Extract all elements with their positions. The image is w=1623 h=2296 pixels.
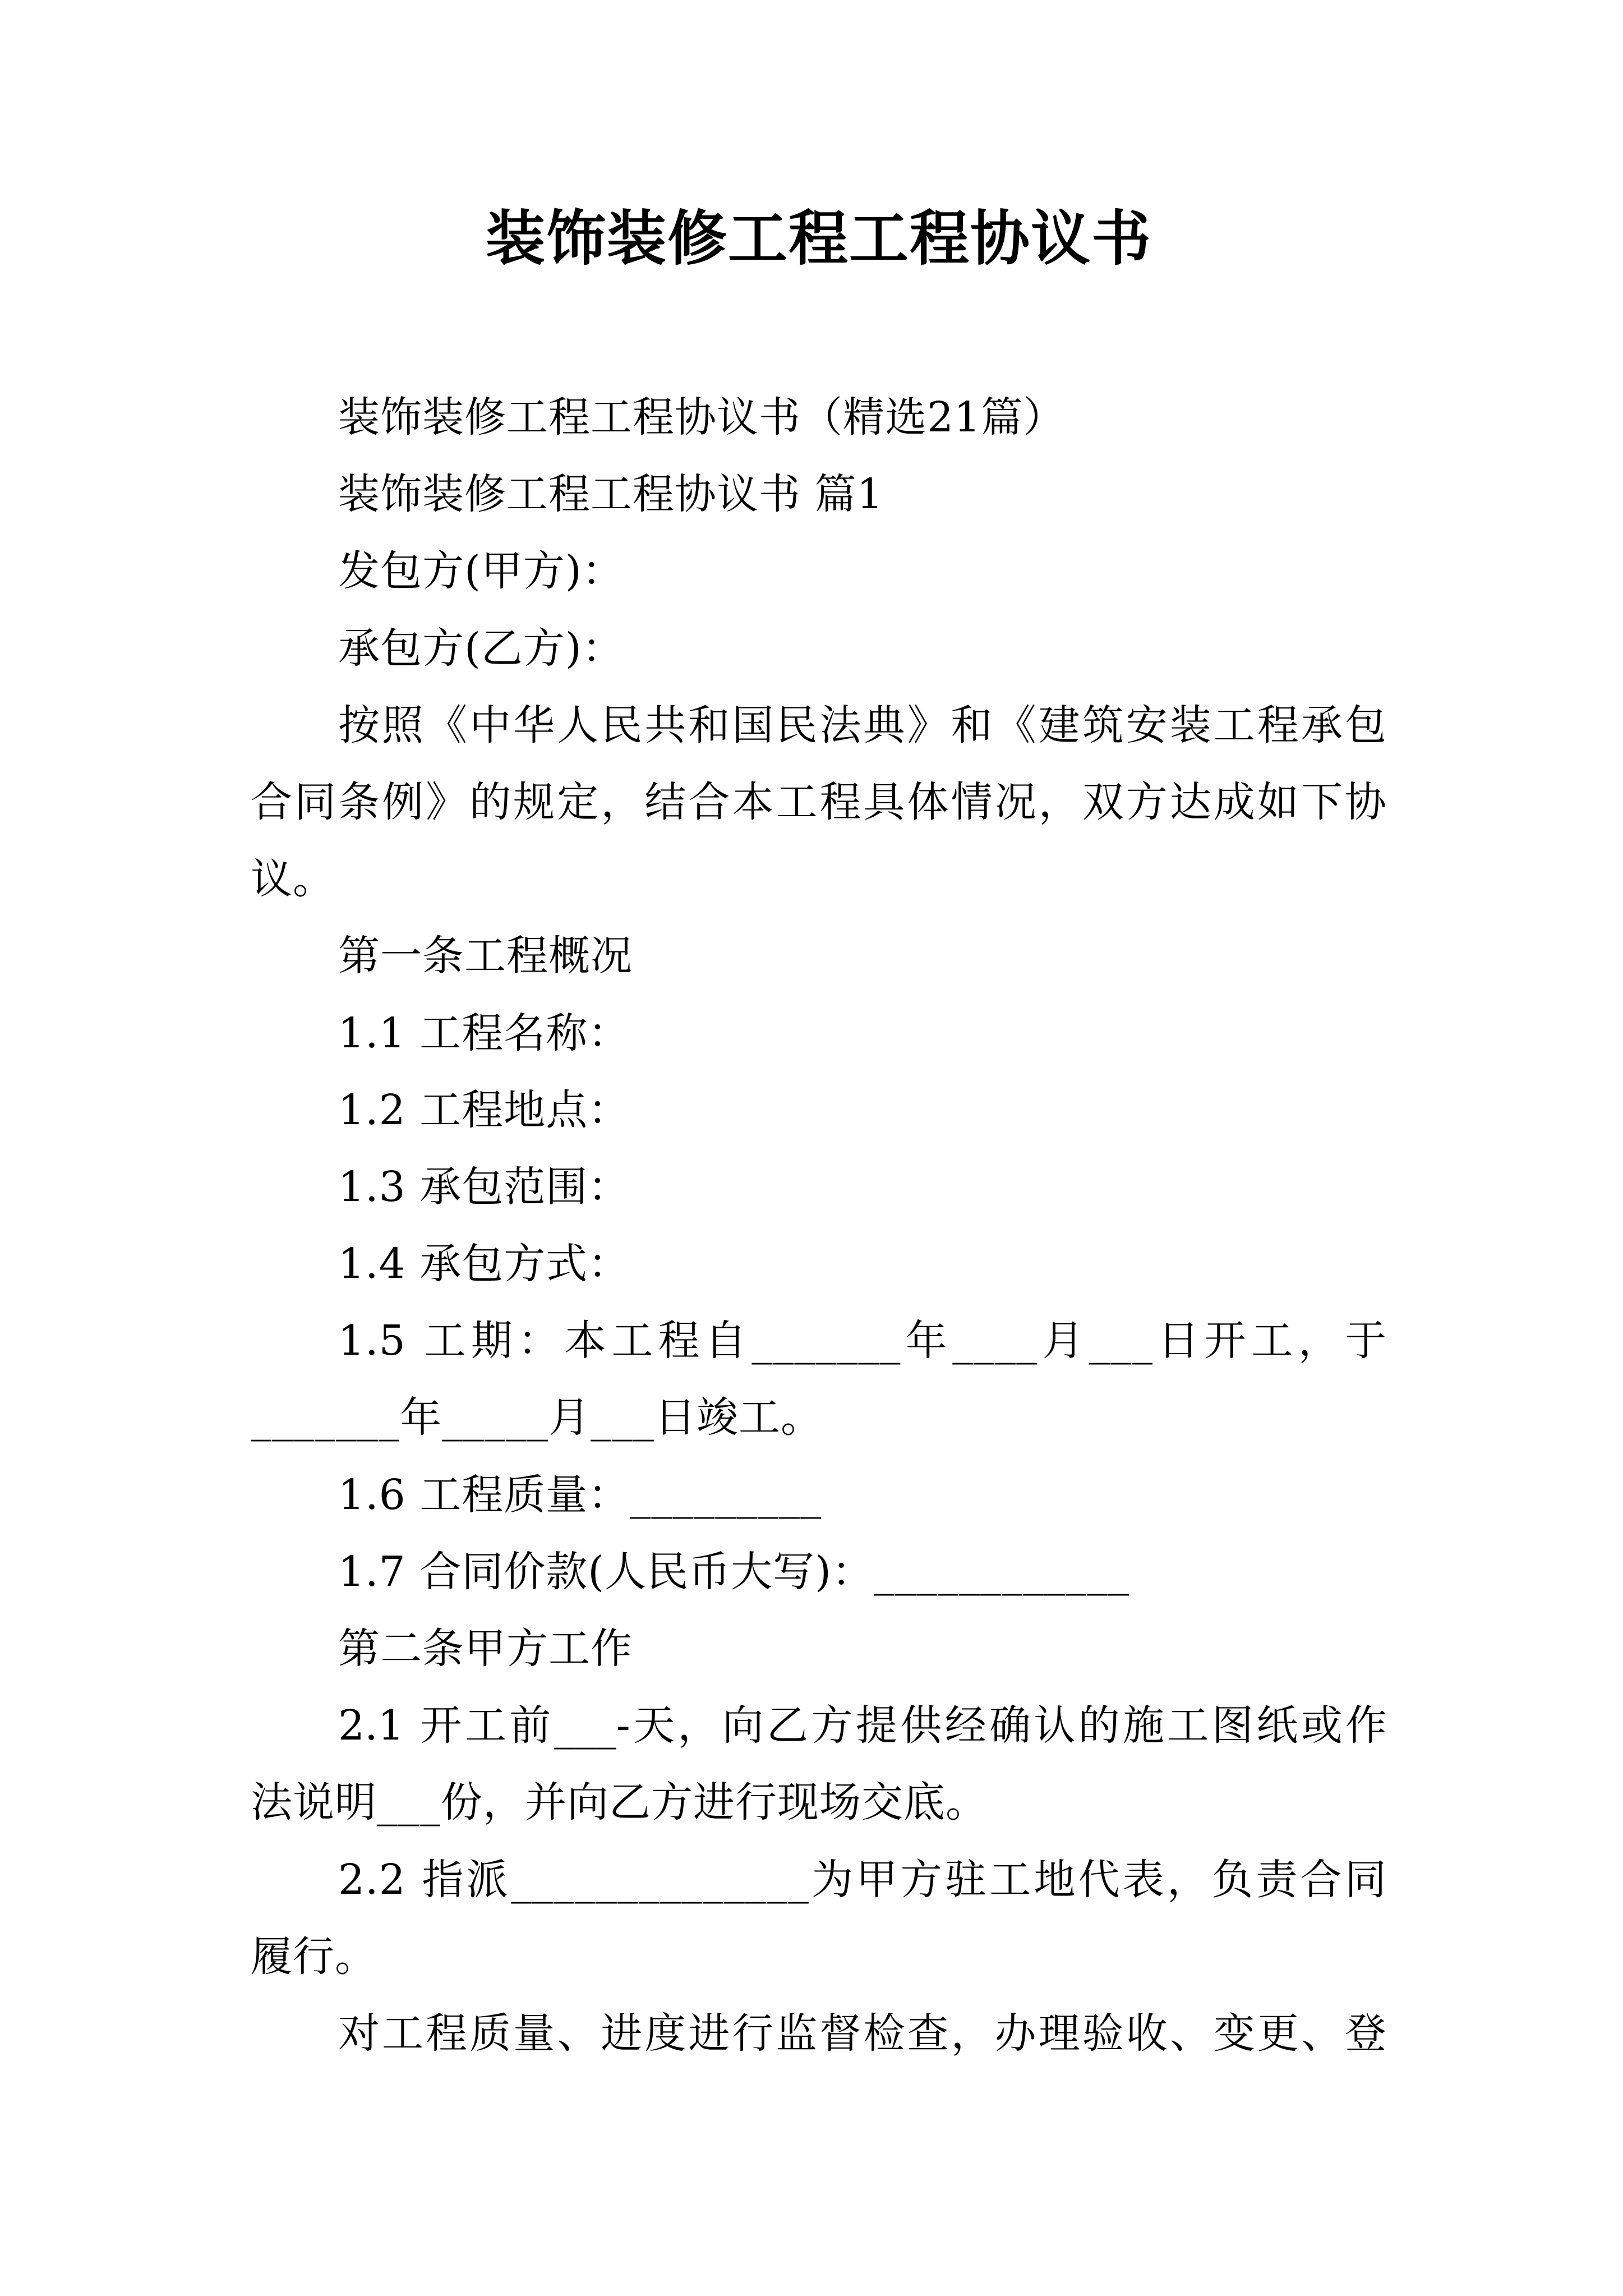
clause-1-1 bbox=[251, 995, 1387, 1072]
section-1-heading bbox=[251, 918, 1387, 995]
clause-1-2-line: 1.2 工程地点： bbox=[338, 1085, 630, 1134]
collection-subtitle bbox=[251, 379, 1387, 456]
article-heading bbox=[251, 456, 1387, 533]
clause-2-1 bbox=[251, 1687, 1387, 1841]
clause-2-1-line-2: 法说明___份，并向乙方进行现场交底。 bbox=[251, 1778, 988, 1827]
clause-2-2-line-2: 履行。 bbox=[251, 1932, 377, 1981]
clause-1-7-line: 1.7 合同价款(人民币大写)：____________ bbox=[338, 1547, 1129, 1596]
clause-1-2 bbox=[251, 1072, 1387, 1149]
section-1-heading-line: 第一条工程概况 bbox=[338, 932, 633, 981]
clause-2-1-line-1: 2.1 开工前___-天，向乙方提供经确认的施工图纸或作 bbox=[338, 1701, 1387, 1750]
clause-1-5-line-2: _______年_____月___日竣工。 bbox=[251, 1393, 823, 1442]
supervision-line-1: 对工程质量、进度进行监督检查，办理验收、变更、登 bbox=[338, 2009, 1387, 2058]
clause-1-4-line: 1.4 承包方式： bbox=[338, 1240, 630, 1289]
clause-1-3 bbox=[251, 1149, 1387, 1226]
document-body bbox=[251, 379, 1387, 2072]
clause-1-7 bbox=[251, 1534, 1387, 1611]
party-a-paragraph bbox=[251, 533, 1387, 610]
section-2-heading bbox=[251, 1611, 1387, 1687]
party-a-line: 发包方(甲方)： bbox=[338, 547, 624, 596]
clause-2-2-line-1: 2.2 指派______________为甲方驻工地代表，负责合同 bbox=[338, 1855, 1387, 1904]
preamble-line-3: 议。 bbox=[251, 855, 335, 904]
section-2-heading-line: 第二条甲方工作 bbox=[338, 1625, 633, 1673]
supervision-paragraph bbox=[251, 1995, 1387, 2072]
clause-1-3-line: 1.3 承包范围： bbox=[338, 1162, 630, 1211]
clause-1-5-line-1: 1.5 工期：本工程自_______年____月___日开工，于 bbox=[338, 1317, 1387, 1365]
collection-subtitle-line: 装饰装修工程工程协议书（精选21篇） bbox=[338, 393, 1066, 441]
party-b-line: 承包方(乙方)： bbox=[338, 624, 624, 673]
clause-1-4 bbox=[251, 1226, 1387, 1303]
clause-1-6 bbox=[251, 1457, 1387, 1534]
clause-1-6-line: 1.6 工程质量：_________ bbox=[338, 1470, 822, 1519]
clause-1-1-line: 1.1 工程名称： bbox=[338, 1009, 630, 1057]
clause-2-2 bbox=[251, 1842, 1387, 1995]
party-b-paragraph bbox=[251, 610, 1387, 687]
article-heading-line: 装饰装修工程工程协议书 篇1 bbox=[338, 470, 884, 519]
preamble-line-1: 按照《中华人民共和国民法典》和《建筑安装工程承包 bbox=[338, 701, 1387, 749]
document-title: 装饰装修工程工程协议书 bbox=[486, 203, 1152, 273]
preamble-line-2: 合同条例》的规定，结合本工程具体情况，双方达成如下协 bbox=[251, 777, 1387, 826]
preamble-paragraph bbox=[251, 687, 1387, 918]
clause-1-5 bbox=[251, 1303, 1387, 1456]
